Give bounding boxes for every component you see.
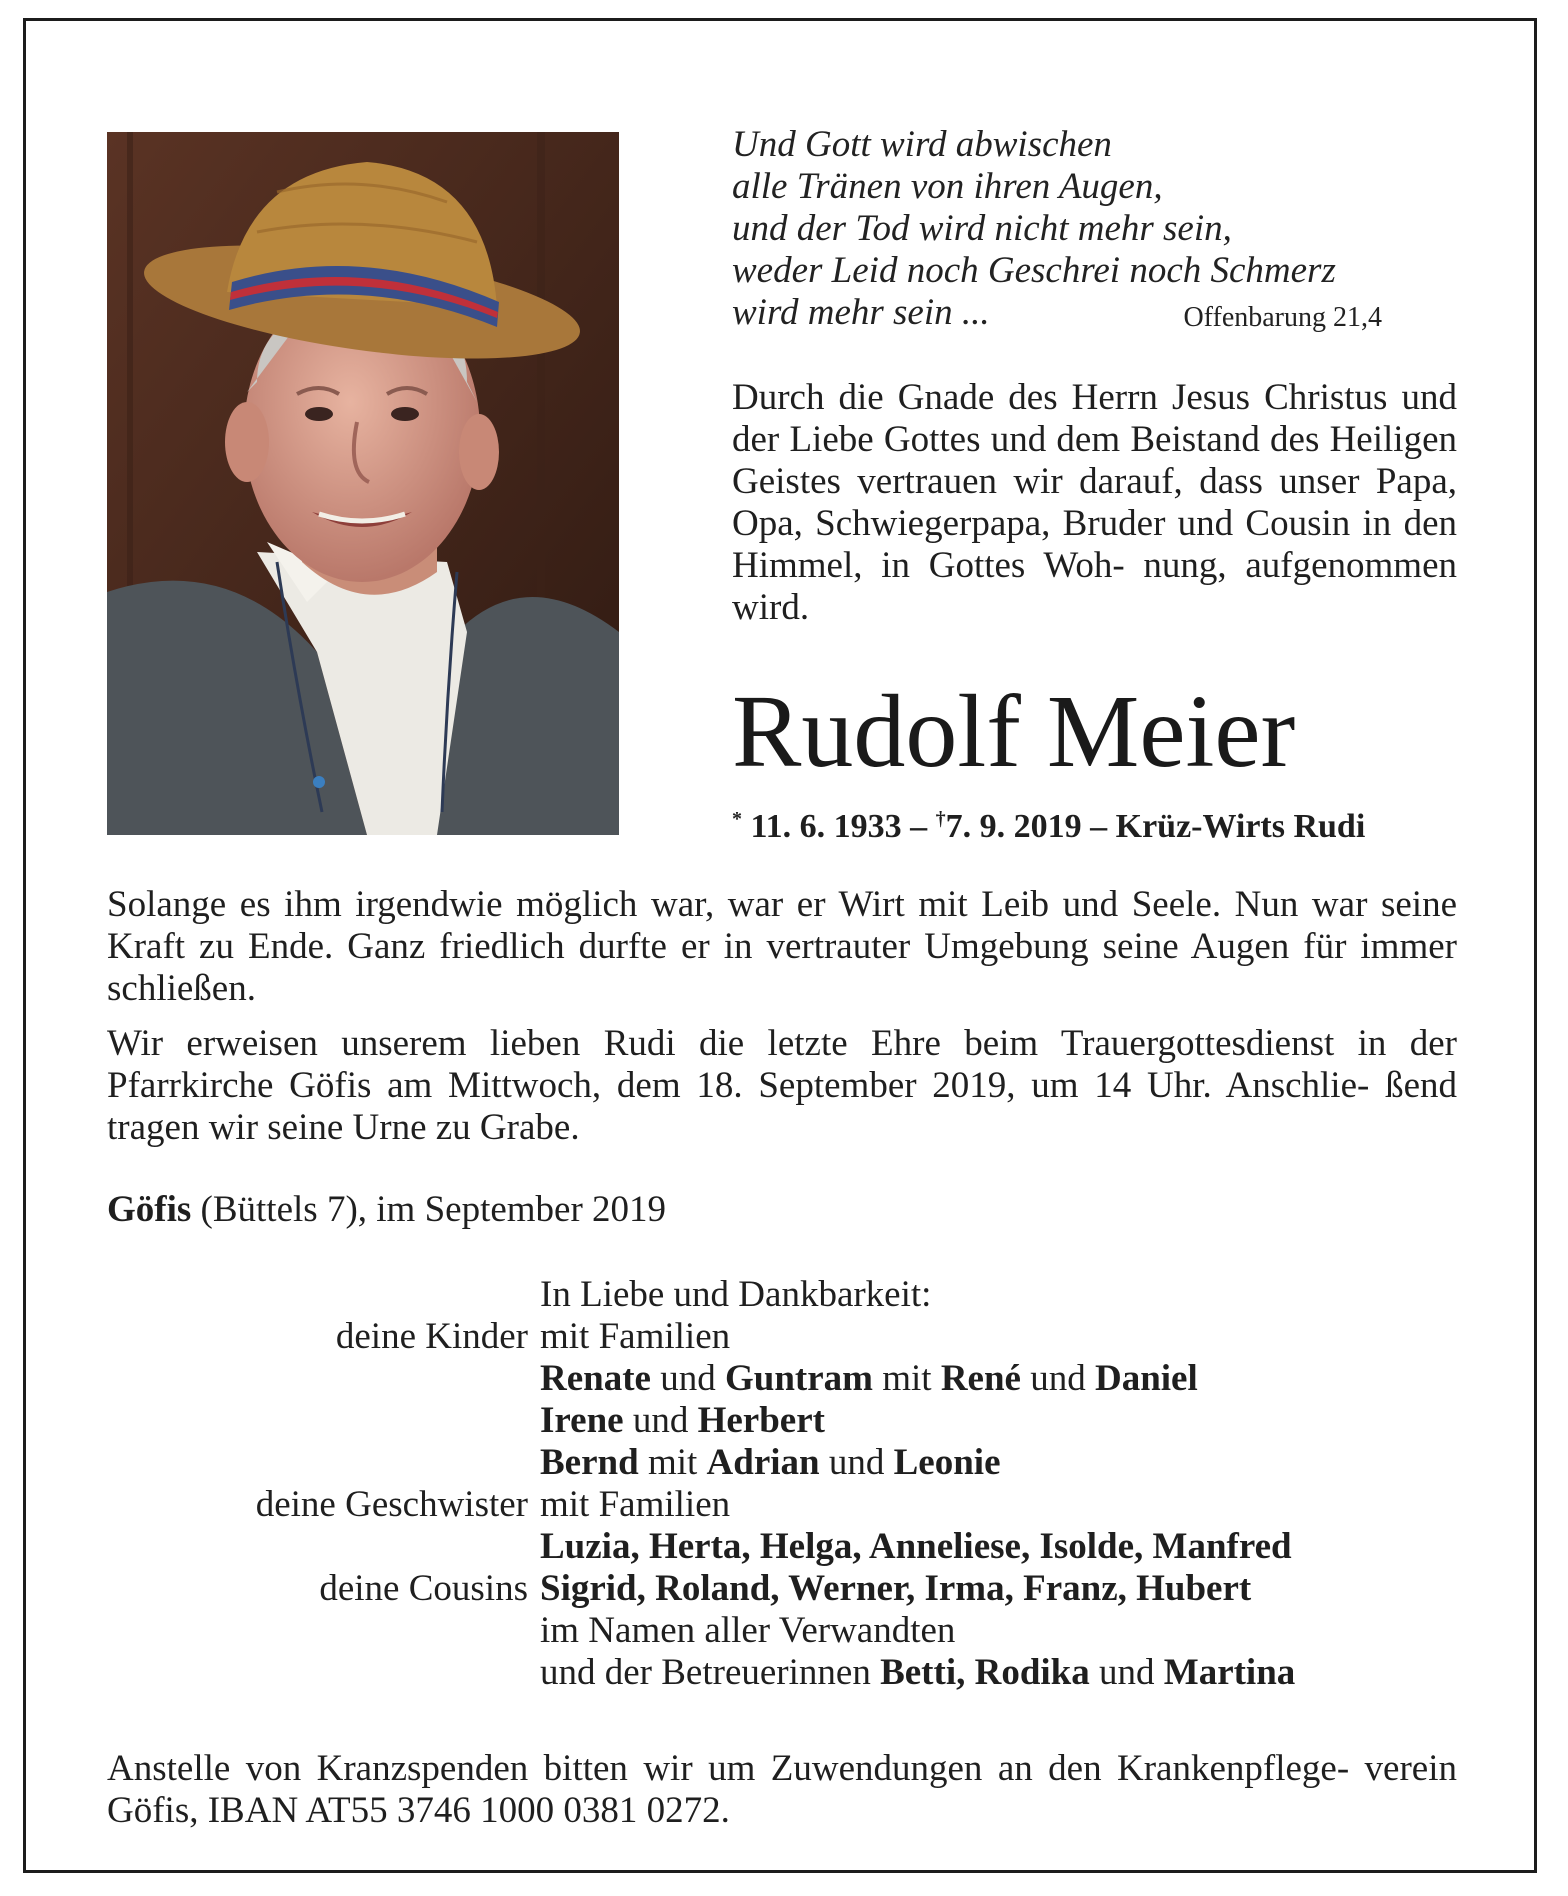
dates-separator: – (910, 808, 928, 845)
family-line: Renate und Guntram mit René und Daniel (540, 1358, 1198, 1399)
family-line: Bernd mit Adrian und Leonie (540, 1442, 1001, 1483)
portrait-photo (107, 132, 619, 835)
mourners-list (150, 1274, 1295, 1694)
children-label: deine Kinder (335, 1316, 528, 1357)
relatives-line: im Namen aller Verwandten (540, 1610, 956, 1651)
birth-date: 11. 6. 1933 (750, 808, 902, 845)
life-dates (732, 797, 1365, 849)
mourners-row (150, 1358, 1295, 1400)
verse-line: Und Gott wird abwischen (732, 124, 1112, 165)
funeral-paragraph: Wir erweisen unserem lieben Rudi die letzte Ehre beim Trauergottesdienst in der Pfarrkirche Göfis am Mittwoch, dem 18. September 2019, um 14 Uhr. Anschlie- ßend tragen wir seine Urne zu Grabe. (107, 1023, 1457, 1148)
family-line: Irene und Herbert (540, 1400, 825, 1441)
mourners-row (150, 1442, 1295, 1484)
mourners-intro: In Liebe und Dankbarkeit: (540, 1274, 932, 1315)
mourners-row (150, 1652, 1295, 1694)
death-date: 7. 9. 2019 (945, 808, 1082, 845)
mourners-row (150, 1568, 1295, 1610)
portrait-illustration (107, 132, 619, 835)
verse-line: und der Tod wird nicht mehr sein, (732, 208, 1232, 249)
caregivers-line: und der Betreuerinnen Betti, Rodika und Martina (540, 1652, 1296, 1693)
siblings-names: Luzia, Herta, Helga, Anneliese, Isolde, Manfred (540, 1526, 1292, 1567)
cousins-names: Sigrid, Roland, Werner, Irma, Franz, Hubert (540, 1568, 1252, 1609)
deceased-name: Rudolf Meier (732, 674, 1296, 789)
mourners-row (150, 1400, 1295, 1442)
nickname-separator: – (1090, 808, 1108, 845)
death-symbol: † (935, 808, 946, 830)
children-suffix: mit Familien (540, 1316, 731, 1357)
place-rest: (Büttels 7), im September 2019 (191, 1189, 667, 1230)
birth-symbol: * (732, 808, 742, 830)
siblings-label: deine Geschwister (255, 1484, 528, 1525)
mourners-row (150, 1316, 1295, 1358)
cousins-label: deine Cousins (319, 1568, 528, 1609)
verse-line: weder Leid noch Geschrei noch Schmerz (732, 250, 1336, 291)
verse-line: wird mehr sein ... (732, 292, 990, 333)
place-date (107, 1189, 666, 1231)
life-paragraph: Solange es ihm irgendwie möglich war, war er Wirt mit Leib und Seele. Nun war seine Kraft zu Ende. Ganz friedlich durfte er in vertrauter Umgebung seine Augen für immer schließen. (107, 884, 1457, 1009)
verse-reference: Offenbarung 21,4 (1183, 302, 1382, 333)
faith-statement: Durch die Gnade des Herrn Jesus Christus und der Liebe Gottes und dem Beistand des Heiligen Geistes vertrauen wir darauf, dass unser Papa, Opa, Schwiegerpapa, Bruder und Cousin in den Himmel, in Gottes Woh- nung, aufgenommen wird. (732, 377, 1457, 628)
mourners-row (150, 1526, 1295, 1568)
mourners-row (150, 1610, 1295, 1652)
nickname: Krüz-Wirts Rudi (1115, 808, 1366, 845)
siblings-suffix: mit Familien (540, 1484, 731, 1525)
place-town: Göfis (107, 1189, 192, 1230)
mourners-row (150, 1274, 1295, 1316)
verse-line: alle Tränen von ihren Augen, (732, 166, 1163, 207)
donation-note: Anstelle von Kranzspenden bitten wir um Zuwendungen an den Krankenpflege- verein Göfis, IBAN AT55 3746 1000 0381 0272. (107, 1748, 1457, 1831)
mourners-row (150, 1484, 1295, 1526)
bible-verse (732, 124, 1382, 334)
